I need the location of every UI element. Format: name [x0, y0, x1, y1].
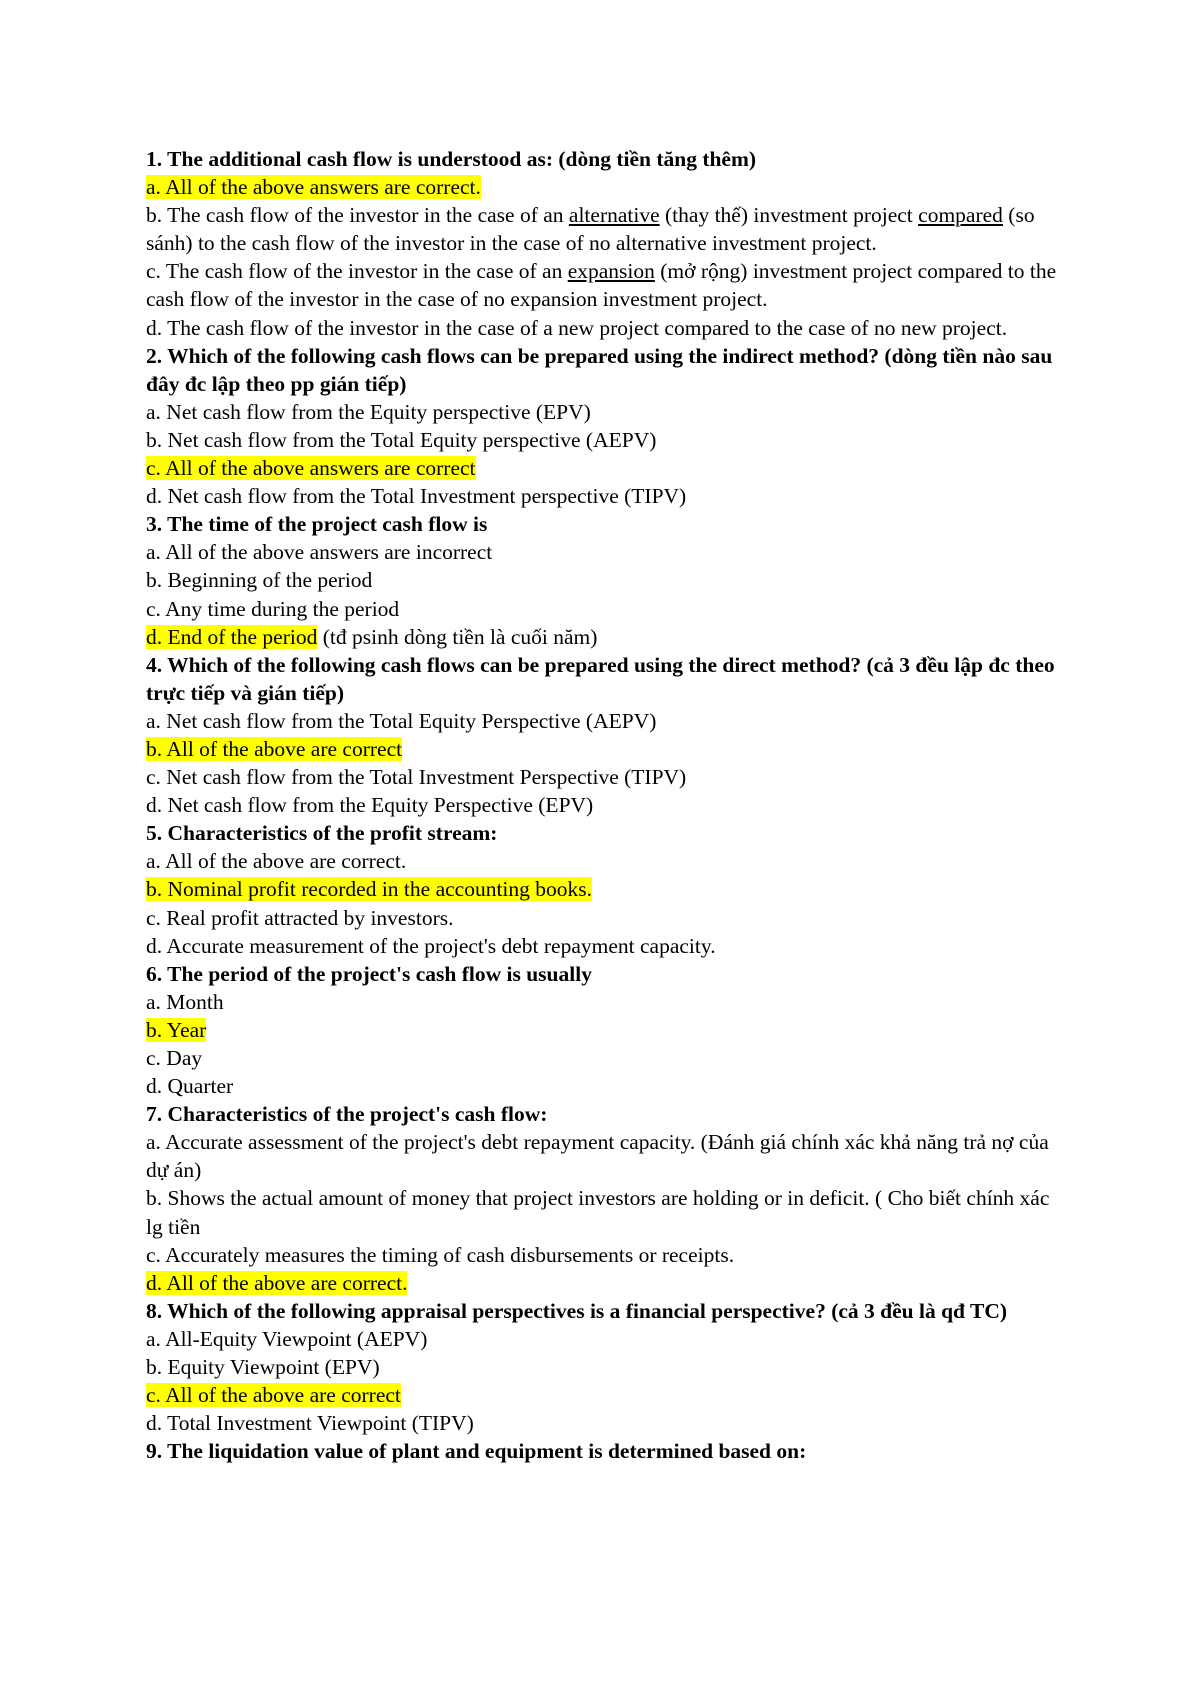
- q4-option-a: a. Net cash flow from the Total Equity Perspective (AEPV): [146, 708, 657, 733]
- q7-option-a: a. Accurate assessment of the project's debt repayment capacity. (Đánh giá chính xác khả năng trả nợ của dự án): [146, 1130, 1049, 1183]
- question-3: 3. The time of the project cash flow is: [146, 512, 488, 537]
- q4-option-d: d. Net cash flow from the Equity Perspective (EPV): [146, 793, 594, 818]
- answer-highlight: a. All of the above answers are correct.: [146, 175, 481, 200]
- underlined-term: compared: [918, 203, 1003, 228]
- answer-note: (tđ psinh dòng tiền là cuối năm): [317, 624, 598, 649]
- underlined-term: expansion: [567, 259, 655, 284]
- q6-option-a: a. Month: [146, 989, 224, 1014]
- answer-highlight: b. All of the above are correct: [146, 736, 403, 761]
- underlined-term: alternative: [568, 203, 660, 228]
- q6-option-d: d. Quarter: [146, 1074, 234, 1099]
- question-8: 8. Which of the following appraisal perspectives is a financial perspective? (cả 3 đều là qđ TC): [146, 1298, 1008, 1323]
- document-page: [146, 145, 1066, 1465]
- q2-option-c: [146, 454, 1066, 482]
- q6-option-b: [146, 1016, 1066, 1044]
- q8-option-d: d. Total Investment Viewpoint (TIPV): [146, 1411, 474, 1436]
- q1-option-b: b. The cash flow of the investor in the case of an alternative (thay thế) investment project compared (so sánh) to the cash flow of the investor in the case of no alternative investment project.: [146, 203, 1035, 256]
- q2-option-b: b. Net cash flow from the Total Equity perspective (AEPV): [146, 427, 657, 452]
- question-7: 7. Characteristics of the project's cash flow:: [146, 1102, 548, 1127]
- q8-option-c: [146, 1381, 1066, 1409]
- q5-option-d: d. Accurate measurement of the project's debt repayment capacity.: [146, 933, 716, 958]
- question-6: 6. The period of the project's cash flow is usually: [146, 961, 592, 986]
- q1-option-a: [146, 173, 1066, 201]
- q3-option-c: c. Any time during the period: [146, 596, 400, 621]
- q8-option-b: b. Equity Viewpoint (EPV): [146, 1355, 380, 1380]
- answer-highlight: d. All of the above are correct.: [146, 1270, 408, 1295]
- q1-option-c: c. The cash flow of the investor in the case of an expansion (mở rộng) investment project compared to the cash flow of the investor in the case of no expansion investment project.: [146, 259, 1057, 312]
- q2-option-a: a. Net cash flow from the Equity perspective (EPV): [146, 399, 591, 424]
- answer-highlight: c. All of the above are correct: [146, 1383, 401, 1408]
- question-5: 5. Characteristics of the profit stream:: [146, 821, 498, 846]
- q5-option-a: a. All of the above are correct.: [146, 849, 407, 874]
- answer-highlight: d. End of the period: [146, 624, 318, 649]
- q7-option-b: b. Shows the actual amount of money that project investors are holding or in deficit. ( Cho biết chính xác lg tiền: [146, 1186, 1050, 1239]
- question-1: 1. The additional cash flow is understood as: (dòng tiền tăng thêm): [146, 147, 757, 171]
- question-2: 2. Which of the following cash flows can be prepared using the indirect method? (dòng tiền nào sau đây đc lập theo pp gián tiếp): [146, 343, 1053, 396]
- q4-option-c: c. Net cash flow from the Total Investment Perspective (TIPV): [146, 765, 687, 790]
- answer-highlight: c. All of the above answers are correct: [146, 456, 476, 481]
- q5-option-c: c. Real profit attracted by investors.: [146, 905, 454, 930]
- answer-highlight: b. Nominal profit recorded in the accounting books.: [146, 877, 593, 902]
- question-9: 9. The liquidation value of plant and equipment is determined based on:: [146, 1439, 807, 1464]
- q3-option-b: b. Beginning of the period: [146, 568, 373, 593]
- q8-option-a: a. All-Equity Viewpoint (AEPV): [146, 1326, 428, 1351]
- q2-option-d: d. Net cash flow from the Total Investment perspective (TIPV): [146, 484, 687, 509]
- q3-option-a: a. All of the above answers are incorrect: [146, 540, 493, 565]
- q3-option-d: [146, 623, 1066, 651]
- q5-option-b: [146, 875, 1066, 903]
- question-4: 4. Which of the following cash flows can be prepared using the direct method? (cả 3 đều lập đc theo trực tiếp và gián tiếp): [146, 652, 1055, 705]
- q6-option-c: c. Day: [146, 1046, 203, 1070]
- q4-option-b: [146, 735, 1066, 763]
- answer-highlight: b. Year: [146, 1017, 207, 1042]
- q1-option-d: d. The cash flow of the investor in the case of a new project compared to the case of no new project.: [146, 315, 1008, 340]
- q7-option-c: c. Accurately measures the timing of cash disbursements or receipts.: [146, 1242, 735, 1267]
- q7-option-d: [146, 1269, 1066, 1297]
